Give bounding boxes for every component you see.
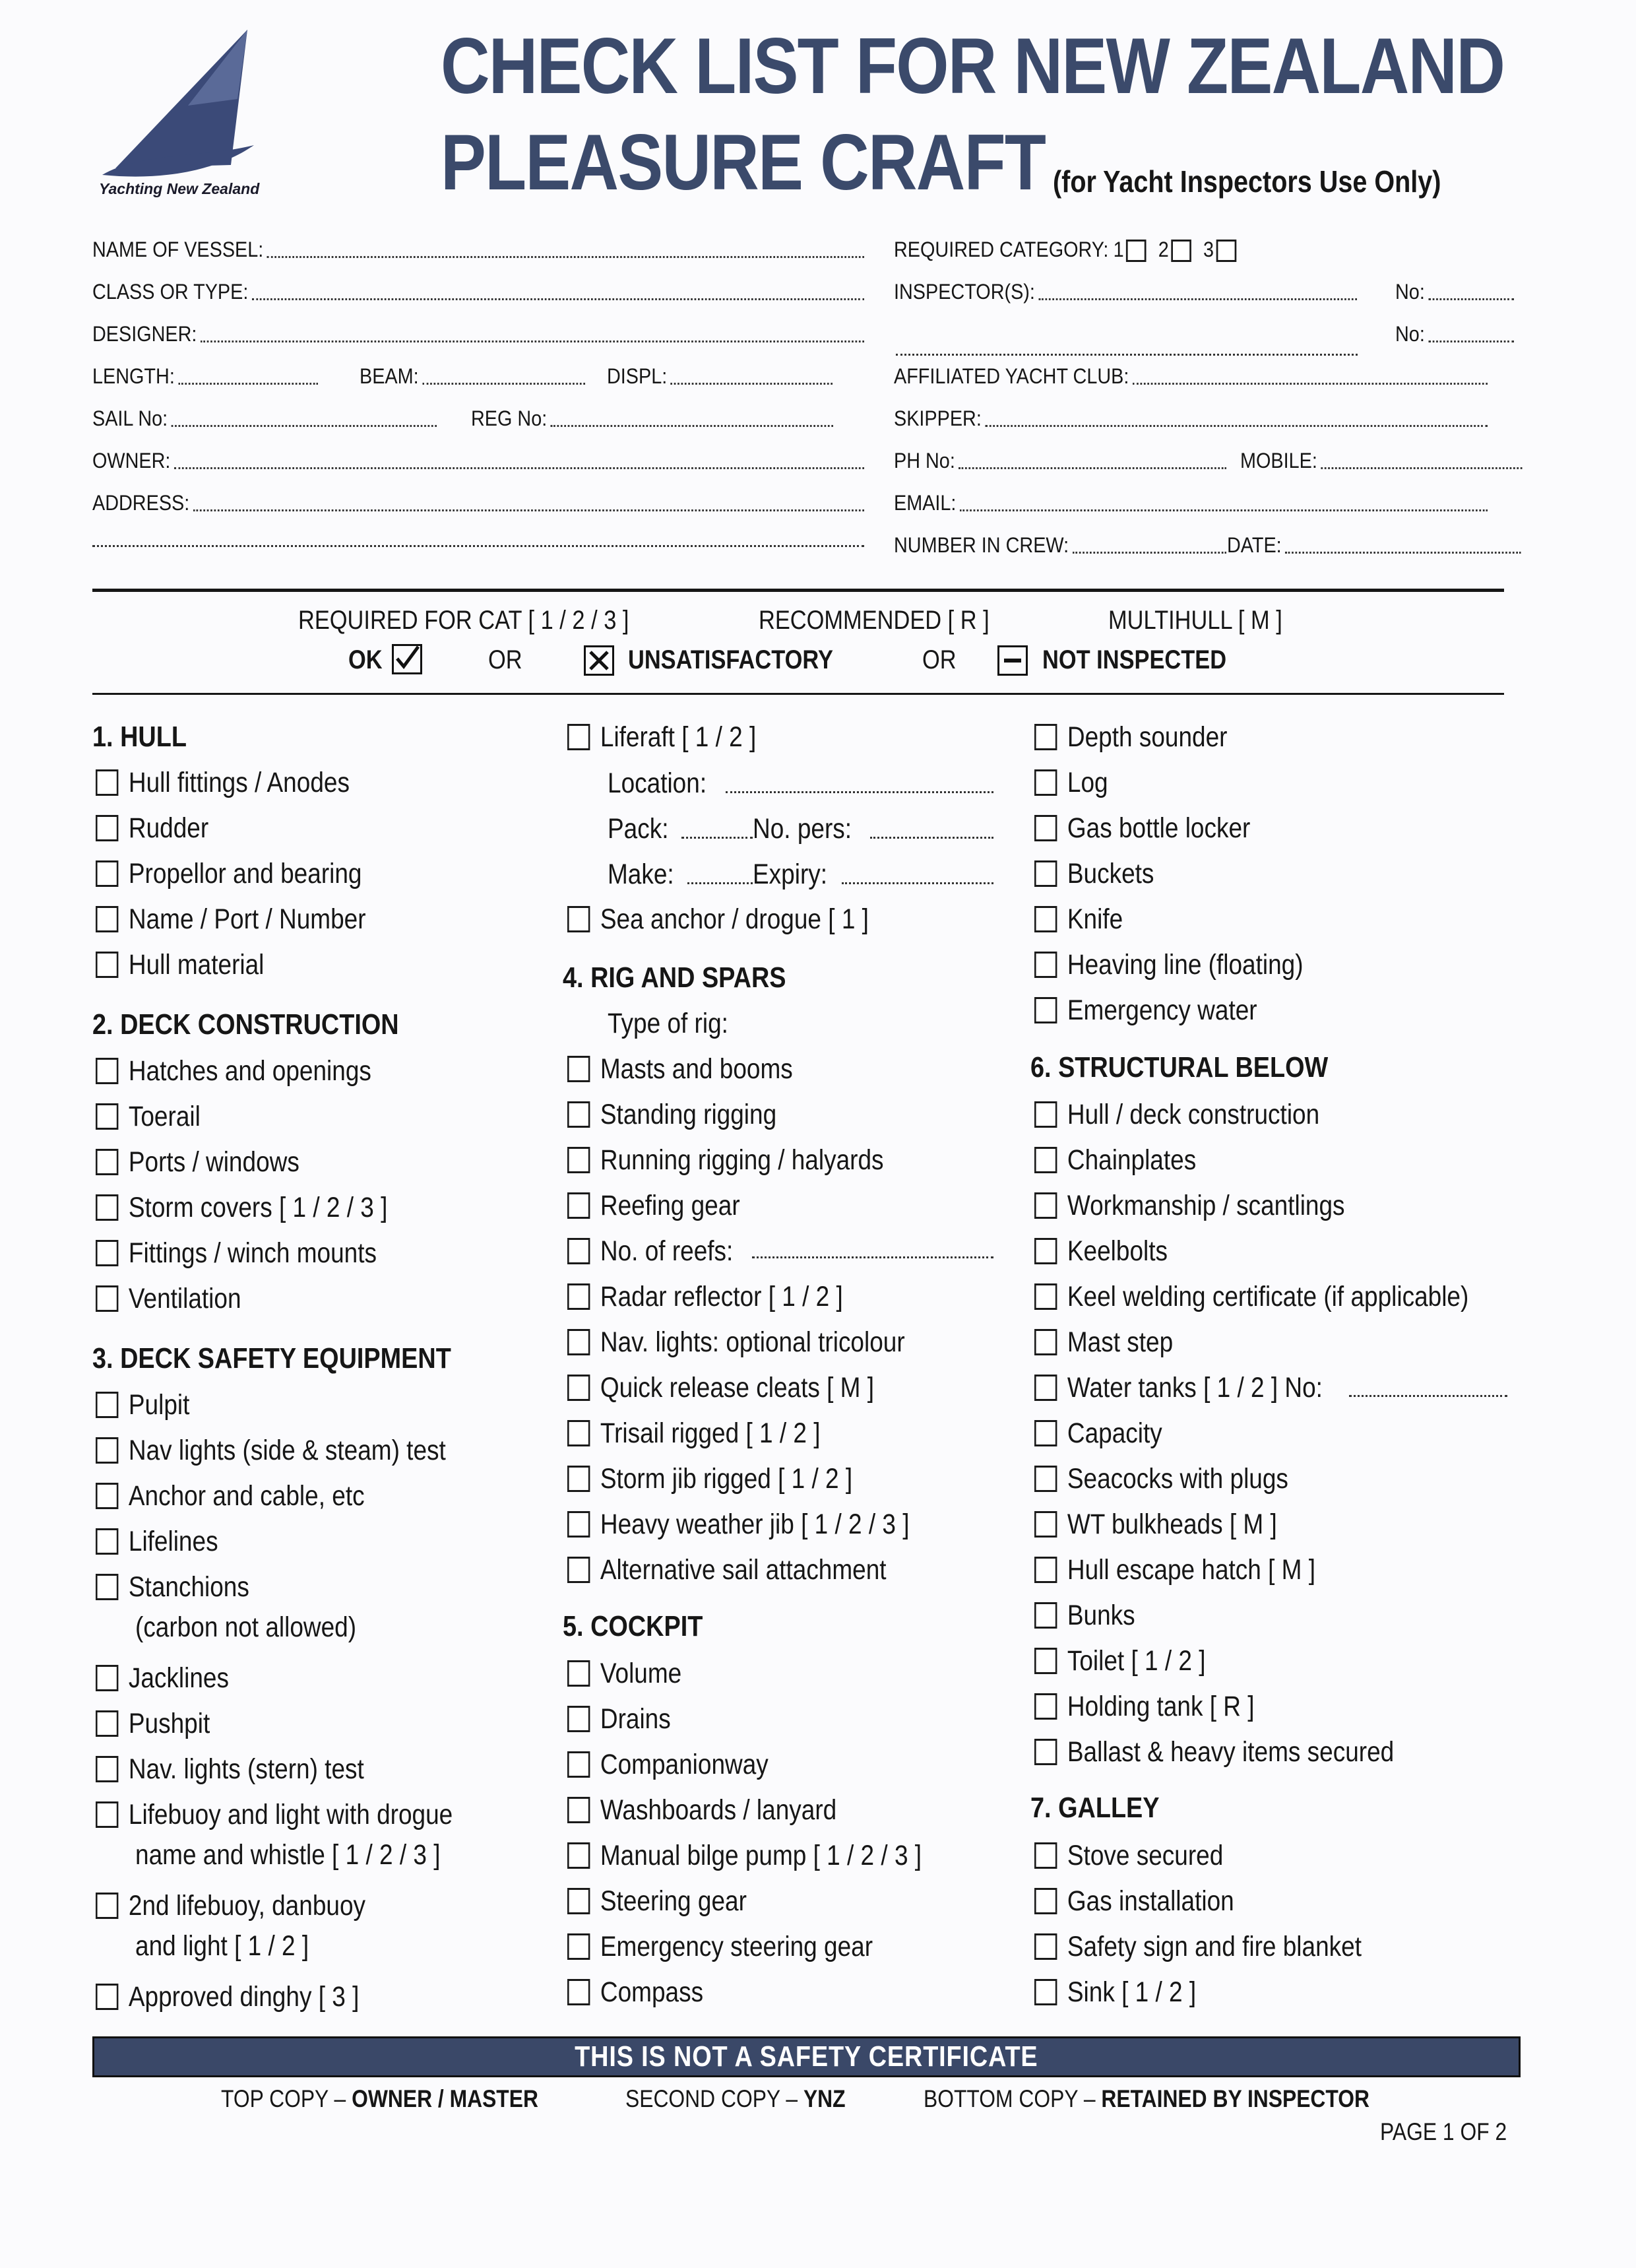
checkbox[interactable]: [567, 1557, 590, 1583]
name-of-vessel-field[interactable]: NAME OF VESSEL:: [92, 238, 864, 262]
deck-item[interactable]: Ports / windows: [96, 1145, 299, 1179]
rig-item[interactable]: Running rigging / halyards: [567, 1143, 884, 1177]
equipment-item[interactable]: Heaving line (floating): [1034, 948, 1304, 982]
header-divider: [92, 589, 1504, 592]
equipment-item[interactable]: Log: [1034, 765, 1108, 800]
checkbox[interactable]: [1034, 1466, 1057, 1492]
checkbox[interactable]: [567, 1466, 590, 1492]
legend-cross-icon: [584, 645, 614, 676]
category-2-checkbox[interactable]: [1171, 240, 1191, 262]
equipment-item[interactable]: Gas bottle locker: [1034, 811, 1250, 845]
skipper-field[interactable]: SKIPPER:: [894, 406, 1488, 431]
deck-item[interactable]: Ventilation: [96, 1281, 241, 1316]
checkbox[interactable]: [567, 1375, 590, 1401]
checkbox[interactable]: [1034, 1101, 1057, 1128]
checkbox[interactable]: [96, 1103, 118, 1130]
checkbox[interactable]: [567, 1797, 590, 1823]
page-title-line2: PLEASURE CRAFT: [441, 118, 1046, 207]
affiliated-yacht-club-field[interactable]: AFFILIATED YACHT CLUB:: [894, 364, 1488, 389]
checkbox[interactable]: [1034, 1329, 1057, 1355]
rig-item[interactable]: Reefing gear: [567, 1188, 740, 1223]
checkbox[interactable]: [1034, 815, 1057, 841]
checkbox[interactable]: [1034, 1375, 1057, 1401]
legend-divider: [92, 693, 1504, 695]
checkbox[interactable]: [567, 1706, 590, 1732]
section-hull-title: 1. HULL: [92, 721, 187, 753]
cockpit-item[interactable]: Manual bilge pump [ 1 / 2 / 3 ]: [567, 1838, 922, 1873]
checkbox[interactable]: [96, 1756, 118, 1782]
structural-item[interactable]: Capacity: [1034, 1416, 1162, 1450]
checkbox[interactable]: [1034, 1648, 1057, 1674]
hull-item[interactable]: Name / Port / Number: [96, 902, 366, 936]
rig-item[interactable]: Storm jib rigged [ 1 / 2 ]: [567, 1462, 852, 1496]
galley-item[interactable]: Stove secured: [1034, 1838, 1223, 1873]
safety-item[interactable]: Jacklines: [96, 1661, 229, 1695]
cockpit-item[interactable]: Companionway: [567, 1747, 769, 1782]
liferaft-location-field[interactable]: Location:: [608, 765, 993, 800]
section-deck-title: 2. DECK CONSTRUCTION: [92, 1008, 399, 1041]
rig-item[interactable]: Masts and booms: [567, 1052, 793, 1086]
safety-item[interactable]: 2nd lifebuoy, danbuoy: [96, 1889, 365, 1923]
checkbox[interactable]: [96, 1149, 118, 1175]
checkbox[interactable]: [1034, 1933, 1057, 1960]
checkbox[interactable]: [567, 1056, 590, 1082]
checkbox[interactable]: [567, 1283, 590, 1310]
structural-item[interactable]: Bunks: [1034, 1598, 1135, 1633]
checkbox[interactable]: [96, 1528, 118, 1555]
water-tanks-no-line[interactable]: [1349, 1395, 1507, 1397]
category-1-checkbox[interactable]: [1126, 240, 1147, 262]
liferaft-make-field[interactable]: Make:: [608, 857, 753, 891]
rig-item[interactable]: Nav. lights: optional tricolour: [567, 1325, 905, 1359]
checkbox[interactable]: [567, 1660, 590, 1687]
equipment-item[interactable]: Knife: [1034, 902, 1123, 936]
hull-item[interactable]: Hull material: [96, 948, 264, 982]
safety-item[interactable]: Nav. lights (stern) test: [96, 1752, 364, 1786]
checkbox[interactable]: [567, 1842, 590, 1869]
inspectors-field[interactable]: INSPECTOR(S):: [894, 280, 1357, 304]
equipment-item[interactable]: Buckets: [1034, 857, 1154, 891]
sea-anchor-item[interactable]: Sea anchor / drogue [ 1 ]: [567, 902, 869, 936]
structural-item[interactable]: Ballast & heavy items secured: [1034, 1735, 1394, 1769]
safety-item[interactable]: Pushpit: [96, 1706, 210, 1741]
logo-text: Yachting New Zealand: [99, 180, 260, 197]
checkbox[interactable]: [567, 1979, 590, 2005]
checkbox[interactable]: [1034, 1238, 1057, 1264]
checkbox[interactable]: [96, 1665, 118, 1691]
checkbox[interactable]: [567, 906, 590, 932]
section-safety-title: 3. DECK SAFETY EQUIPMENT: [92, 1342, 451, 1375]
structural-item[interactable]: Mast step: [1034, 1325, 1173, 1359]
beam-field[interactable]: BEAM:: [360, 364, 585, 389]
checkbox[interactable]: [1034, 1511, 1057, 1538]
section-cockpit-title: 5. COCKPIT: [563, 1610, 703, 1642]
legend-or-2: OR: [922, 645, 957, 674]
page-title-line1: CHECK LIST FOR NEW ZEALAND: [441, 22, 1505, 110]
not-safety-certificate-banner: THIS IS NOT A SAFETY CERTIFICATE: [92, 2036, 1521, 2077]
checkbox[interactable]: [1034, 997, 1057, 1023]
safety-item[interactable]: Stanchions: [96, 1570, 249, 1604]
checkbox[interactable]: [96, 906, 118, 932]
checkbox[interactable]: [96, 1483, 118, 1509]
cockpit-item[interactable]: Steering gear: [567, 1884, 747, 1918]
checkbox[interactable]: [1034, 769, 1057, 796]
cockpit-item[interactable]: Washboards / lanyard: [567, 1793, 836, 1827]
hull-item[interactable]: Propellor and bearing: [96, 857, 362, 891]
cockpit-item[interactable]: Drains: [567, 1702, 671, 1736]
galley-item[interactable]: Sink [ 1 / 2 ]: [1034, 1975, 1196, 2009]
checkbox[interactable]: [567, 1238, 590, 1264]
class-or-type-field[interactable]: CLASS OR TYPE:: [92, 280, 864, 304]
checkbox[interactable]: [567, 1511, 590, 1538]
checkbox[interactable]: [1034, 860, 1057, 887]
checkbox[interactable]: [567, 1329, 590, 1355]
checkbox[interactable]: [1034, 1420, 1057, 1446]
checkbox[interactable]: [1034, 1888, 1057, 1914]
footer-bottom-copy: BOTTOM COPY – RETAINED BY INSPECTOR: [924, 2085, 1370, 2112]
checkbox[interactable]: [1034, 724, 1057, 750]
checkbox[interactable]: [1034, 1192, 1057, 1219]
address-field[interactable]: ADDRESS:: [92, 491, 864, 515]
hull-item[interactable]: Rudder: [96, 811, 208, 845]
legend-recommended: RECOMMENDED [ R ]: [759, 606, 990, 635]
checkbox[interactable]: [96, 1240, 118, 1266]
safety-item[interactable]: Anchor and cable, etc: [96, 1479, 365, 1513]
structural-item[interactable]: Hull / deck construction: [1034, 1097, 1319, 1132]
section-rig-title: 4. RIG AND SPARS: [563, 961, 786, 994]
rig-item[interactable]: Standing rigging: [567, 1097, 776, 1132]
checkbox[interactable]: [96, 1984, 118, 2010]
legend-required: REQUIRED FOR CAT [ 1 / 2 / 3 ]: [298, 606, 629, 635]
cockpit-item[interactable]: Compass: [567, 1975, 703, 2009]
safety-item[interactable]: Lifelines: [96, 1524, 218, 1559]
galley-item[interactable]: Gas installation: [1034, 1884, 1234, 1918]
page-number: PAGE 1 OF 2: [1380, 2118, 1507, 2145]
section-structural-title: 6. STRUCTURAL BELOW: [1030, 1051, 1329, 1084]
legend-or-1: OR: [488, 645, 522, 674]
checkbox[interactable]: [96, 860, 118, 887]
checkbox[interactable]: [96, 769, 118, 796]
sailboat-logo-icon: [89, 26, 280, 185]
checkbox[interactable]: [1034, 1283, 1057, 1310]
checkbox[interactable]: [96, 1058, 118, 1084]
structural-item[interactable]: Keel welding certificate (if applicable): [1034, 1280, 1468, 1314]
checkbox[interactable]: [567, 1888, 590, 1914]
section-galley-title: 7. GALLEY: [1030, 1792, 1160, 1824]
deck-item[interactable]: Toerail: [96, 1099, 201, 1134]
rig-item[interactable]: No. of reefs:: [567, 1234, 733, 1268]
hull-item[interactable]: Hull fittings / Anodes: [96, 765, 350, 800]
footer-second-copy: SECOND COPY – YNZ: [625, 2085, 846, 2112]
checkbox[interactable]: [96, 1893, 118, 1919]
rig-item[interactable]: Radar reflector [ 1 / 2 ]: [567, 1280, 843, 1314]
number-in-crew-field[interactable]: NUMBER IN CREW:: [894, 533, 1226, 558]
carbon-note: (carbon not allowed): [135, 1611, 357, 1643]
structural-item[interactable]: Chainplates: [1034, 1143, 1196, 1177]
footer-top-copy: TOP COPY – OWNER / MASTER: [221, 2085, 538, 2112]
checkbox[interactable]: [567, 1192, 590, 1219]
legend-check-icon: [392, 644, 422, 674]
checkbox[interactable]: [1034, 1602, 1057, 1629]
safety-item[interactable]: Nav lights (side & steam) test: [96, 1433, 446, 1468]
checkbox[interactable]: [567, 1420, 590, 1446]
rig-item[interactable]: Heavy weather jib [ 1 / 2 / 3 ]: [567, 1507, 910, 1541]
required-category-field: REQUIRED CATEGORY: 1 2 3: [894, 238, 1236, 262]
rig-item[interactable]: Trisail rigged [ 1 / 2 ]: [567, 1416, 821, 1450]
cockpit-item[interactable]: Volume: [567, 1656, 681, 1691]
structural-item[interactable]: Workmanship / scantlings: [1034, 1188, 1345, 1223]
equipment-item[interactable]: Depth sounder: [1034, 720, 1227, 754]
equipment-item[interactable]: Emergency water: [1034, 993, 1257, 1027]
inspector-no-2-field[interactable]: No:: [1395, 322, 1514, 346]
checkbox[interactable]: [1034, 1739, 1057, 1765]
structural-item[interactable]: Keelbolts: [1034, 1234, 1168, 1268]
structural-item[interactable]: Seacocks with plugs: [1034, 1462, 1288, 1496]
liferaft-pack-field[interactable]: Pack:: [608, 811, 753, 845]
checkbox[interactable]: [96, 815, 118, 841]
lifebuoy-continuation: name and whistle [ 1 / 2 / 3 ]: [135, 1839, 441, 1871]
structural-item[interactable]: Toilet [ 1 / 2 ]: [1034, 1644, 1206, 1678]
liferaft-expiry-field[interactable]: Expiry:: [753, 857, 993, 891]
rig-item[interactable]: Quick release cleats [ M ]: [567, 1371, 874, 1405]
checkbox[interactable]: [96, 1801, 118, 1828]
checkbox[interactable]: [96, 1285, 118, 1312]
deck-item[interactable]: Storm covers [ 1 / 2 / 3 ]: [96, 1190, 387, 1225]
checkbox[interactable]: [96, 1437, 118, 1464]
no-of-reefs-line[interactable]: [752, 1256, 993, 1258]
deck-item[interactable]: Hatches and openings: [96, 1054, 371, 1088]
checkbox[interactable]: [1034, 1979, 1057, 2005]
legend-dash-icon: [997, 645, 1028, 676]
checkbox[interactable]: [567, 1101, 590, 1128]
structural-item[interactable]: Water tanks [ 1 / 2 ] No:: [1034, 1371, 1323, 1405]
checkbox[interactable]: [96, 1194, 118, 1221]
checkbox[interactable]: [1034, 1842, 1057, 1869]
lifebuoy2-continuation: and light [ 1 / 2 ]: [135, 1930, 309, 1962]
checkbox[interactable]: [1034, 952, 1057, 978]
safety-item[interactable]: Approved dinghy [ 3 ]: [96, 1980, 359, 2014]
inspector-line-2[interactable]: [896, 354, 1358, 356]
structural-item[interactable]: WT bulkheads [ M ]: [1034, 1507, 1277, 1541]
page-subtitle: (for Yacht Inspectors Use Only): [1053, 164, 1441, 199]
galley-item[interactable]: Safety sign and fire blanket: [1034, 1929, 1362, 1964]
deck-item[interactable]: Fittings / winch mounts: [96, 1236, 377, 1270]
checkbox[interactable]: [567, 1147, 590, 1173]
checkbox[interactable]: [567, 1933, 590, 1960]
length-field[interactable]: LENGTH:: [92, 364, 318, 389]
legend-multihull: MULTIHULL [ M ]: [1108, 606, 1282, 635]
checkbox[interactable]: [1034, 1557, 1057, 1583]
legend-ok: OK: [348, 645, 383, 674]
sail-no-field[interactable]: SAIL No:: [92, 406, 437, 431]
email-field[interactable]: EMAIL:: [894, 491, 1488, 515]
rig-item[interactable]: Alternative sail attachment: [567, 1553, 887, 1587]
safety-item[interactable]: Pulpit: [96, 1388, 189, 1422]
legend-not-inspected: NOT INSPECTED: [1042, 645, 1227, 674]
checkbox[interactable]: [1034, 1147, 1057, 1173]
checkbox[interactable]: [1034, 1693, 1057, 1720]
legend-unsatisfactory: UNSATISFACTORY: [628, 645, 833, 674]
checkbox[interactable]: [96, 952, 118, 978]
designer-field[interactable]: DESIGNER:: [92, 322, 864, 346]
mobile-field[interactable]: MOBILE:: [1240, 449, 1523, 473]
safety-item[interactable]: Lifebuoy and light with drogue: [96, 1798, 453, 1832]
cockpit-item[interactable]: Emergency steering gear: [567, 1929, 873, 1964]
checkbox[interactable]: [1034, 906, 1057, 932]
ynz-logo: [89, 26, 280, 205]
ph-no-field[interactable]: PH No:: [894, 449, 1226, 473]
inspector-no-1-field[interactable]: No:: [1395, 280, 1514, 304]
liferaft-no-pers-field[interactable]: No. pers:: [753, 811, 993, 845]
category-3-checkbox[interactable]: [1216, 240, 1237, 262]
checkbox[interactable]: [96, 1574, 118, 1600]
address-line-2[interactable]: [92, 545, 864, 547]
owner-field[interactable]: OWNER:: [92, 449, 864, 473]
displ-field[interactable]: DISPL:: [607, 364, 833, 389]
type-of-rig-field[interactable]: Type of rig:: [608, 1008, 728, 1039]
structural-item[interactable]: Hull escape hatch [ M ]: [1034, 1553, 1315, 1587]
checkbox[interactable]: [96, 1392, 118, 1418]
structural-item[interactable]: Holding tank [ R ]: [1034, 1689, 1255, 1724]
date-field[interactable]: DATE:: [1227, 533, 1521, 558]
checkbox[interactable]: [567, 724, 590, 750]
checkbox[interactable]: [96, 1710, 118, 1737]
liferaft-item[interactable]: Liferaft [ 1 / 2 ]: [567, 720, 756, 754]
checkbox[interactable]: [567, 1751, 590, 1778]
reg-no-field[interactable]: REG No:: [471, 406, 833, 431]
